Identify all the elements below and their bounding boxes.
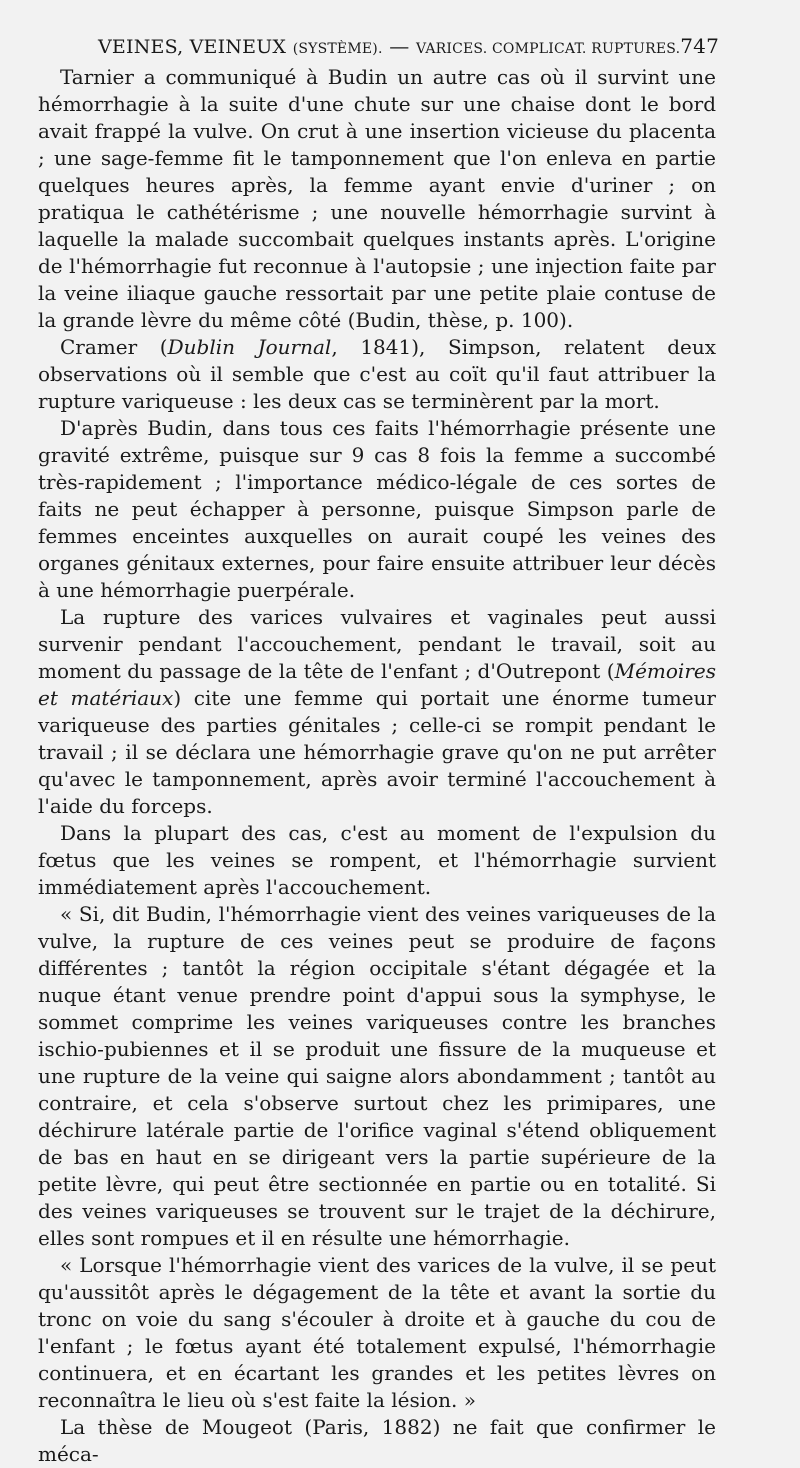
paragraph-text: , 1841), Simpson, relatent deux observations où il semble que c'est au coït qu'il faut attribuer la rupture variqueuse : les deux cas se terminèrent par la mort. xyxy=(38,335,717,413)
paragraph xyxy=(38,1414,716,1468)
paragraph xyxy=(38,820,716,901)
paragraph-text: « Lorsque l'hémorrhagie vient des varices de la vulve, il se peut qu'aussitôt après le dégagement de la tête et avant la sortie du tronc on voie du sang s'écouler à droite et à gauche du cou de l'enfant ; le fœtus ayant été totalement expulsé, l'hémorrhagie continuera, et en écartant les grandes et les petites lèvres on reconnaîtra le lieu où s'est faite la lésion. » xyxy=(38,1253,716,1412)
paragraph-text: ) cite une femme qui portait une énorme tumeur variqueuse des parties génitales ; celle-ci se rompit pendant le travail ; il se déclara une hémorrhagie grave qu'on ne put arrêter qu'avec le tamponnement, après avoir terminé l'accouchement à l'aide du forceps. xyxy=(38,686,716,818)
paragraph xyxy=(38,901,716,1252)
italic-title: Dublin Journal xyxy=(167,335,332,359)
running-head-title: VEINES, VEINEUX xyxy=(98,36,287,58)
paragraph-text: Cramer ( xyxy=(60,335,168,359)
paragraph-text: « Si, dit Budin, l'hémorrhagie vient des veines variqueuses de la vulve, la rupture de ces veines peut se produire de façons différentes ; tantôt la région occipitale s'étant dégagée et la nuque étant venue prendre point d'appui sous la symphyse, le sommet comprime les veines variqueuses contre les branches ischio-pubiennes et il se produit une fissure de la muqueuse et une rupture de la veine qui saigne alors abondamment ; tantôt au contraire, et cela s'observe surtout chez les primipares, une déchirure latérale partie de l'orifice vaginal s'étend obliquement de bas en haut en se dirigeant vers la partie supérieure de la petite lèvre, qui peut être sectionnée en partie ou en totalité. Si des veines variqueuses se trouvent sur le trajet de la déchirure, elles sont rompues et il en résulte une hémorrhagie. xyxy=(38,902,716,1250)
paragraph-text: D'après Budin, dans tous ces faits l'hémorrhagie présente une gravité extrême, puisque sur 9 cas 8 fois la femme a succombé très-rapidement ; l'importance médico-légale de ces sortes de faits ne peut échapper à personne, puisque Simpson parle de femmes enceintes auxquelles on aurait coupé les veines des organes génitaux externes, pour faire ensuite attribuer leur décès à une hémorrhagie puerpérale. xyxy=(38,416,716,602)
paragraph-text: Tarnier a communiqué à Budin un autre cas où il survint une hémorrhagie à la suite d'une chute sur une chaise dont le bord avait frappé la vulve. On crut à une insertion vicieuse du placenta ; une sage-femme fit le tamponnement que l'on enleva en partie quelques heures après, la femme ayant envie d'uriner ; on pratiqua le cathétérisme ; une nouvelle hémorrhagie survint à laquelle la malade succombait quelques instants après. L'origine de l'hémorrhagie fut reconnue à l'autopsie ; une injection faite par la veine iliaque gauche ressortait par une petite plaie contuse de la grande lèvre du même côté (Budin, thèse, p. 100). xyxy=(38,65,716,332)
paragraph xyxy=(38,415,716,604)
paragraph xyxy=(38,334,716,415)
paragraph-text: La thèse de Mougeot (Paris, 1882) ne fait que confirmer le méca- xyxy=(38,1415,716,1466)
paragraph-text: La rupture des varices vulvaires et vaginales peut aussi survenir pendant l'accouchement, pendant le travail, soit au moment du passage de la tête de l'enfant ; d'Outrepont ( xyxy=(38,605,716,683)
paragraph-text: Dans la plupart des cas, c'est au moment de l'expulsion du fœtus que les veines se rompent, et l'hémorrhagie survient immédiatement après l'accouchement. xyxy=(38,821,716,899)
italic-title: Mémoires et matériaux xyxy=(38,659,716,710)
paragraph xyxy=(38,604,716,820)
page-number: 747 xyxy=(680,34,720,58)
running-head-text xyxy=(98,34,680,58)
running-head-dash: — xyxy=(389,34,410,58)
body-text xyxy=(38,64,716,1468)
paragraph xyxy=(38,64,716,334)
running-head-system: (SYSTÈME). xyxy=(292,41,383,57)
paragraph xyxy=(38,1252,716,1414)
running-head xyxy=(98,34,720,58)
running-head-subject: VARICES. COMPLICAT. RUPTURES. xyxy=(415,41,681,57)
